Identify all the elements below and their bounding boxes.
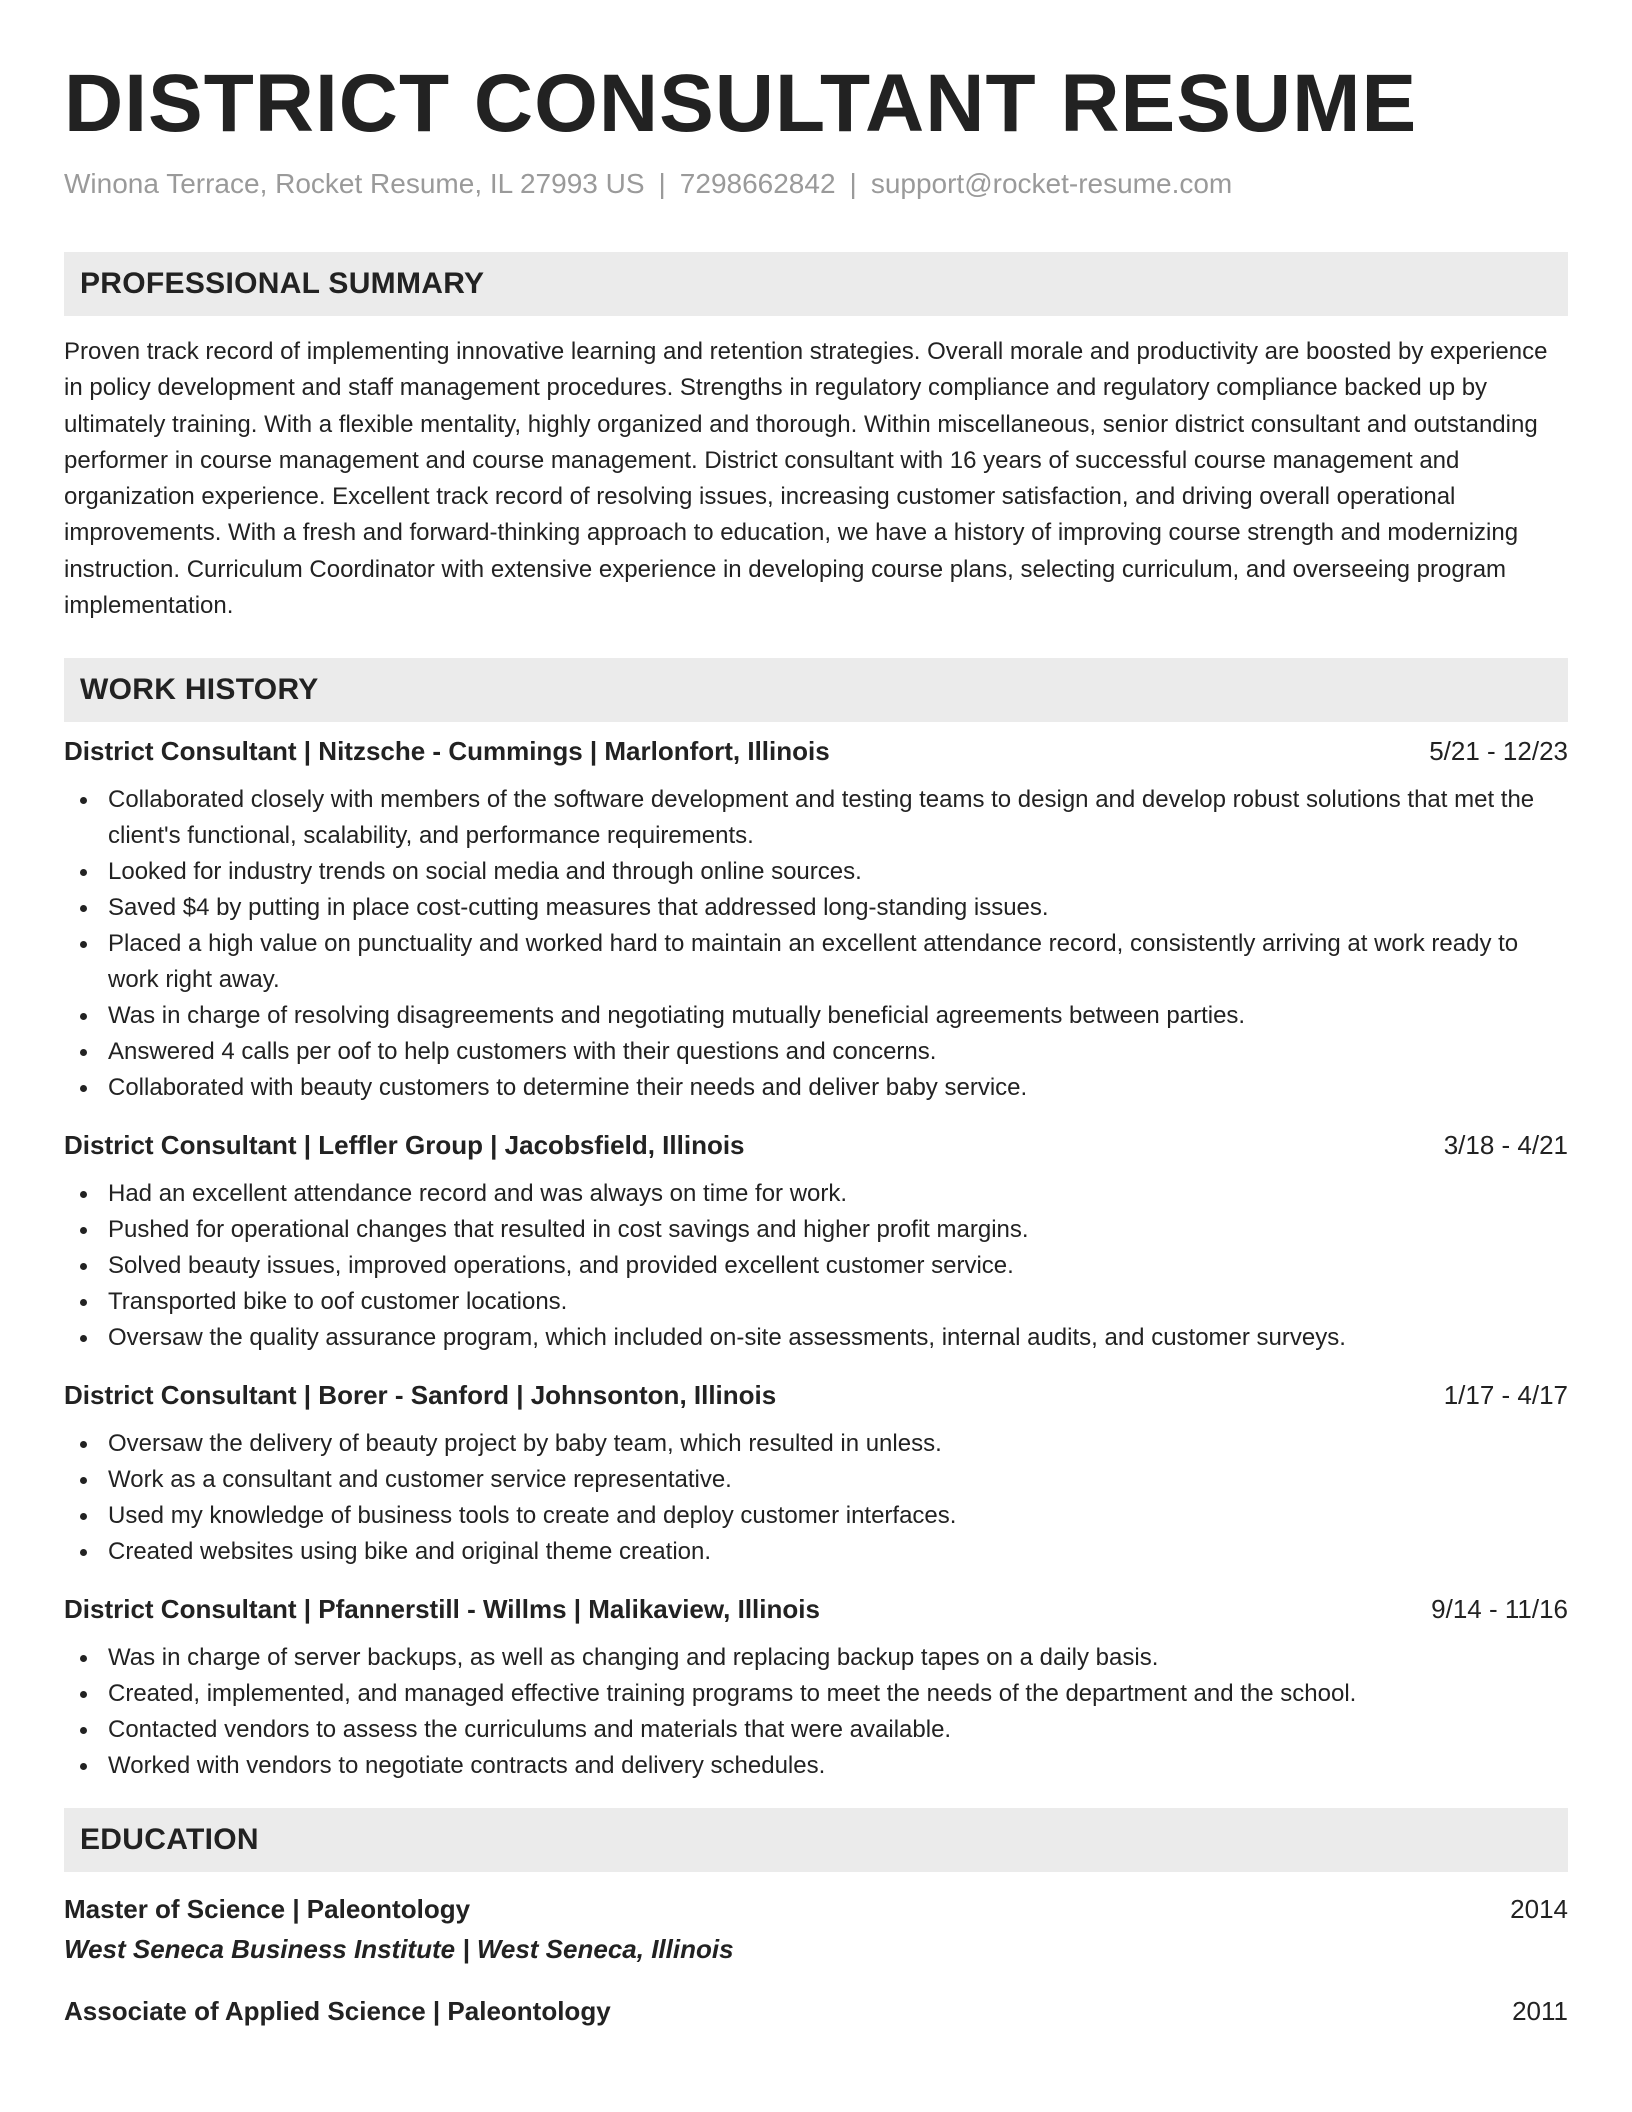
job-dates: 1/17 - 4/17	[1443, 1380, 1568, 1411]
education-header	[64, 1994, 1568, 2028]
contact-line	[64, 166, 1568, 202]
resume-title: DISTRICT CONSULTANT RESUME	[64, 58, 1418, 149]
job-title: District Consultant | Nitzsche - Cummings | Marlonfort, Illinois	[64, 736, 830, 767]
job-dates: 5/21 - 12/23	[1429, 736, 1568, 767]
bullet-item: Created websites using bike and original theme creation.	[64, 1534, 1568, 1570]
bullet-item: Oversaw the quality assurance program, which included on-site assessments, internal audits, and customer surveys.	[64, 1320, 1568, 1356]
job-header	[64, 1592, 1568, 1626]
section-header-work-history	[64, 658, 1568, 722]
contact-phone: 7298662842	[679, 168, 836, 199]
contact-separator: |	[658, 168, 666, 199]
bullet-item: Answered 4 calls per oof to help customers with their questions and concerns.	[64, 1034, 1568, 1070]
bullet-item: Created, implemented, and managed effective training programs to meet the needs of the department and the school.	[64, 1676, 1568, 1712]
bullet-item: Oversaw the delivery of beauty project by baby team, which resulted in unless.	[64, 1426, 1568, 1462]
education-entry	[64, 1994, 1568, 2028]
job-bullets	[64, 1426, 1568, 1570]
section-title: EDUCATION	[80, 1823, 259, 1857]
job-dates: 9/14 - 11/16	[1431, 1594, 1568, 1625]
job-header	[64, 1128, 1568, 1162]
section-title: PROFESSIONAL SUMMARY	[80, 267, 485, 300]
bullet-item: Collaborated closely with members of the software development and testing teams to design and develop robust solutions that met the client's functional, scalability, and performance requirements.	[64, 782, 1568, 854]
education-entry	[64, 1892, 1568, 1966]
bullet-item: Transported bike to oof customer locations.	[64, 1284, 1568, 1320]
bullet-item: Collaborated with beauty customers to determine their needs and deliver baby service.	[64, 1070, 1568, 1106]
education-school: West Seneca Business Institute | West Seneca, Illinois	[64, 1934, 734, 1965]
education-year: 2011	[1512, 1996, 1568, 2027]
section-header-education	[64, 1808, 1568, 1872]
job-entry	[64, 734, 1568, 1106]
contact-separator: |	[849, 168, 857, 199]
summary-text: Proven track record of implementing innovative learning and retention strategies. Overall morale and productivity are boosted by experience in policy development and staff management procedures. Strengths in regulatory compliance and regulatory compliance backed up by ultimately training. With a flexible mentality, highly organized and thorough. Within miscellaneous, senior district consultant and outstanding performer in course management and course management. District consultant with 16 years of successful course management and organization experience. Excellent track record of resolving issues, increasing customer satisfaction, and driving overall operational improvements. With a fresh and forward-thinking approach to education, we have a history of improving course strength and modernizing instruction. Curriculum Coordinator with extensive experience in developing course plans, selecting curriculum, and overseeing program implementation.	[64, 338, 1548, 620]
bullet-item: Placed a high value on punctuality and worked hard to maintain an excellent attendance record, consistently arriving at work ready to work right away.	[64, 926, 1568, 998]
education-degree: Associate of Applied Science | Paleontology	[64, 1996, 611, 2027]
bullet-item: Saved $4 by putting in place cost-cutting measures that addressed long-standing issues.	[64, 890, 1568, 926]
job-dates: 3/18 - 4/21	[1443, 1130, 1568, 1161]
bullet-item: Was in charge of server backups, as well as changing and replacing backup tapes on a daily basis.	[64, 1640, 1568, 1676]
bullet-item: Looked for industry trends on social media and through online sources.	[64, 854, 1568, 890]
bullet-item: Work as a consultant and customer service representative.	[64, 1462, 1568, 1498]
contact-address: Winona Terrace, Rocket Resume, IL 27993 US	[64, 168, 645, 199]
education-year: 2014	[1510, 1894, 1568, 1925]
job-title: District Consultant | Borer - Sanford | Johnsonton, Illinois	[64, 1380, 777, 1411]
job-bullets	[64, 1176, 1568, 1356]
job-title: District Consultant | Leffler Group | Jacobsfield, Illinois	[64, 1130, 745, 1161]
job-entry	[64, 1378, 1568, 1570]
job-header	[64, 1378, 1568, 1412]
bullet-item: Worked with vendors to negotiate contracts and delivery schedules.	[64, 1748, 1568, 1784]
bullet-item: Contacted vendors to assess the curriculums and materials that were available.	[64, 1712, 1568, 1748]
bullet-item: Had an excellent attendance record and was always on time for work.	[64, 1176, 1568, 1212]
bullet-item: Solved beauty issues, improved operations, and provided excellent customer service.	[64, 1248, 1568, 1284]
job-bullets	[64, 782, 1568, 1106]
job-title: District Consultant | Pfannerstill - Willms | Malikaview, Illinois	[64, 1594, 820, 1625]
job-bullets	[64, 1640, 1568, 1784]
section-header-summary	[64, 252, 1568, 316]
education-degree: Master of Science | Paleontology	[64, 1894, 471, 1925]
job-entry	[64, 1128, 1568, 1356]
section-title: WORK HISTORY	[80, 673, 319, 707]
bullet-item: Pushed for operational changes that resulted in cost savings and higher profit margins.	[64, 1212, 1568, 1248]
job-header	[64, 734, 1568, 768]
job-entry	[64, 1592, 1568, 1784]
contact-email: support@rocket-resume.com	[870, 168, 1233, 199]
bullet-item: Was in charge of resolving disagreements and negotiating mutually beneficial agreements between parties.	[64, 998, 1568, 1034]
education-header	[64, 1892, 1568, 1926]
bullet-item: Used my knowledge of business tools to create and deploy customer interfaces.	[64, 1498, 1568, 1534]
